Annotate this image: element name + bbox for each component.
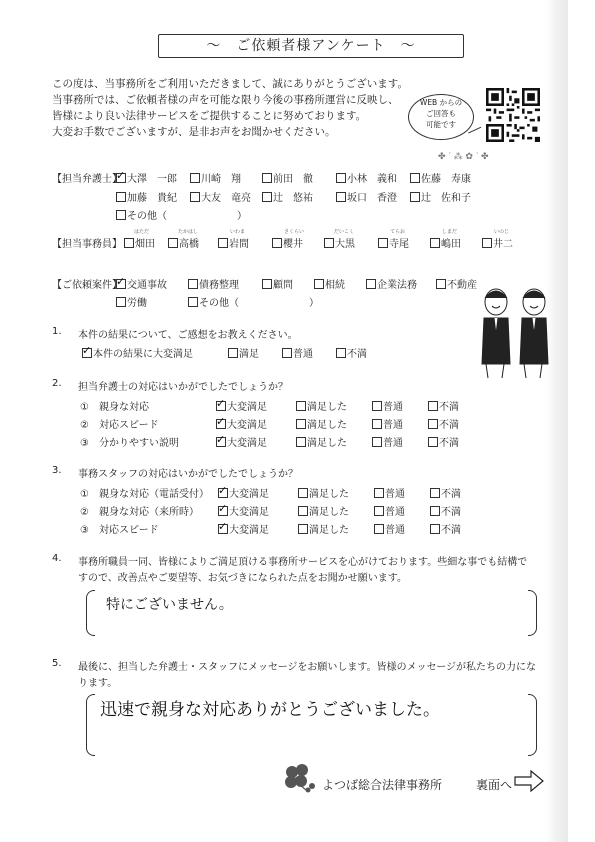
- checkbox[interactable]: [336, 348, 346, 358]
- checkbox[interactable]: [430, 488, 440, 498]
- checkbox[interactable]: [336, 173, 346, 183]
- case-option[interactable]: [262, 276, 293, 291]
- q1-option[interactable]: [282, 345, 313, 360]
- lawyer-option[interactable]: [410, 189, 471, 204]
- lawyer-name: 前田 徹: [273, 174, 313, 185]
- checkbox[interactable]: [262, 279, 272, 289]
- rating-row-label: ② 親身な対応（来所時）: [80, 507, 199, 518]
- staff-name: 畑田: [135, 239, 155, 250]
- checkbox[interactable]: [298, 488, 308, 498]
- staff-ruby: さくらい: [284, 229, 305, 235]
- question-text: すので、改善点やご要望等、お気づきになられた点をお聞かせ願います。: [78, 573, 407, 584]
- intro-line: 皆様により良い法律サービスをご提供することに努めております。: [52, 110, 367, 122]
- clover-logo-icon: [280, 760, 318, 794]
- rating-option[interactable]: [298, 503, 349, 518]
- option-label: 不満: [441, 489, 461, 500]
- checkbox[interactable]: [374, 506, 384, 516]
- option-label: 大変満足: [229, 489, 269, 500]
- option-label: 満足した: [309, 507, 349, 518]
- option-label: 普通: [383, 438, 403, 449]
- option-label: 満足した: [309, 489, 349, 500]
- checkbox[interactable]: [428, 437, 438, 447]
- rating-row-label: ③ 対応スピード: [80, 525, 159, 536]
- rating-option[interactable]: [428, 398, 459, 413]
- checkbox[interactable]: [228, 348, 238, 358]
- lawyer-name: 大友 竜亮: [201, 193, 251, 204]
- checkbox[interactable]: [116, 297, 126, 307]
- case-name: 相続: [325, 280, 345, 291]
- rating-option[interactable]: [374, 521, 405, 536]
- page-title: ～ ご依頼者様アンケート ～: [158, 34, 464, 58]
- checkbox[interactable]: [410, 192, 420, 202]
- case-name: 債務整理: [199, 280, 239, 291]
- checkbox[interactable]: [190, 192, 200, 202]
- option-label: 不満: [439, 420, 459, 431]
- staff-option[interactable]: [482, 235, 513, 250]
- rating-option[interactable]: [296, 434, 347, 449]
- bubble-line: 可能です: [426, 120, 456, 129]
- staff-name: 大黒: [335, 239, 355, 250]
- rating-row-label: ① 親身な対応: [80, 402, 149, 413]
- web-answer-bubble: [408, 94, 474, 140]
- question-number: 5.: [52, 658, 62, 669]
- staff-option[interactable]: [430, 235, 461, 250]
- staff-name: 嶋田: [441, 239, 461, 250]
- checkbox[interactable]: [188, 297, 198, 307]
- option-label: 不満: [441, 507, 461, 518]
- lawyer-name: 佐藤 寿康: [421, 174, 471, 185]
- office-name: よつば総合法律事務所: [322, 778, 443, 792]
- staff-ruby: しまだ: [442, 229, 458, 235]
- case-option[interactable]: [366, 276, 417, 291]
- staff-name: 高橋: [179, 239, 199, 250]
- checkbox[interactable]: [124, 238, 134, 248]
- q1-option[interactable]: [228, 345, 259, 360]
- lawyer-option[interactable]: [190, 170, 241, 185]
- option-label: 満足した: [307, 420, 347, 431]
- lawyer-option[interactable]: [116, 170, 177, 185]
- answer-bracket-left: [86, 590, 95, 636]
- staff-ruby: だいこく: [334, 229, 355, 235]
- checkbox[interactable]: [296, 437, 306, 447]
- option-label: 大変満足: [229, 525, 269, 536]
- lawyer-other-label: その他（ ）: [127, 211, 247, 222]
- lawyer-option[interactable]: [262, 189, 313, 204]
- question-number: 2.: [52, 378, 62, 389]
- case-section-label: 【ご依頼案件】: [52, 280, 122, 291]
- checkbox[interactable]: [116, 279, 126, 289]
- staff-ruby: はただ: [134, 229, 150, 235]
- option-label: 普通: [383, 420, 403, 431]
- checkbox[interactable]: [336, 192, 346, 202]
- checkbox[interactable]: [218, 524, 228, 534]
- option-label: 大変満足: [227, 420, 267, 431]
- lawyer-option[interactable]: [262, 170, 313, 185]
- option-label: 不満: [441, 525, 461, 536]
- rating-option[interactable]: [430, 485, 461, 500]
- staff-option[interactable]: [324, 235, 355, 250]
- checkbox[interactable]: [374, 488, 384, 498]
- checkbox[interactable]: [216, 419, 226, 429]
- rating-option[interactable]: [428, 434, 459, 449]
- checkbox[interactable]: [430, 506, 440, 516]
- rating-option[interactable]: [372, 416, 403, 431]
- rating-option[interactable]: [430, 521, 461, 536]
- lawyer-name: 川崎 翔: [201, 174, 241, 185]
- case-option[interactable]: [116, 294, 147, 309]
- lawyer-section-label: 【担当弁護士】: [52, 174, 122, 185]
- lawyer-option[interactable]: [336, 170, 397, 185]
- checkbox[interactable]: [168, 238, 178, 248]
- arrow-right-icon[interactable]: [514, 770, 544, 792]
- checkbox[interactable]: [430, 524, 440, 534]
- rating-option[interactable]: [374, 503, 405, 518]
- option-label: 普通: [385, 525, 405, 536]
- intro-line: 大変お手数でございますが、是非お声をお聞かせください。: [52, 126, 336, 138]
- case-name: 労働: [127, 298, 147, 309]
- rating-option[interactable]: [374, 485, 405, 500]
- case-name: 交通事故: [127, 280, 167, 291]
- staff-option[interactable]: [378, 235, 409, 250]
- checkbox[interactable]: [82, 348, 92, 358]
- staff-name: 井二: [493, 239, 513, 250]
- lawyer-name: 辻 悠祐: [273, 193, 313, 204]
- checkbox[interactable]: [190, 173, 200, 183]
- staff-option[interactable]: [218, 235, 249, 250]
- page-edge-shadow: [546, 0, 568, 842]
- staff-name: 寺尾: [389, 239, 409, 250]
- option-label: 満足した: [309, 525, 349, 536]
- rating-option[interactable]: [296, 416, 347, 431]
- checkbox[interactable]: [218, 506, 228, 516]
- checkbox[interactable]: [216, 437, 226, 447]
- option-label: 満足: [239, 349, 259, 360]
- q5-answer-text[interactable]: 迅速で親身な対応ありがとうございました。: [100, 700, 440, 720]
- rating-option[interactable]: [296, 398, 347, 413]
- checkbox[interactable]: [272, 238, 282, 248]
- checkbox[interactable]: [372, 437, 382, 447]
- lawyer-option[interactable]: [116, 189, 177, 204]
- lawyer-name: 辻 佐和子: [421, 193, 471, 204]
- lawyers-illustration-icon: [470, 284, 560, 380]
- checkbox[interactable]: [436, 279, 446, 289]
- rating-option[interactable]: [372, 434, 403, 449]
- checkbox[interactable]: [116, 210, 126, 220]
- answer-bracket-right: [528, 590, 537, 636]
- answer-bracket-right: [528, 694, 537, 756]
- checkbox[interactable]: [298, 524, 308, 534]
- option-label: 普通: [385, 507, 405, 518]
- rating-row-label: ② 対応スピード: [80, 420, 159, 431]
- case-name: その他（ ）: [199, 298, 319, 309]
- checkbox[interactable]: [324, 238, 334, 248]
- question-text: 事務所職員一同、皆様によりご満足頂ける事務所サービスを心がけております。些細な事でも結構で: [78, 557, 528, 568]
- option-label: 大変満足: [229, 507, 269, 518]
- question-number: 3.: [52, 465, 62, 476]
- checkbox[interactable]: [372, 419, 382, 429]
- lawyer-other-option[interactable]: [116, 207, 247, 222]
- staff-name: 岩間: [229, 239, 249, 250]
- rating-option[interactable]: [218, 521, 269, 536]
- checkbox[interactable]: [218, 238, 228, 248]
- rating-option[interactable]: [216, 434, 267, 449]
- intro-line: 当事務所では、ご依頼者様の声を可能な限り今後の事務所運営に反映し、: [52, 94, 399, 106]
- lawyer-name: 大澤 一郎: [127, 174, 177, 185]
- rating-option[interactable]: [216, 416, 267, 431]
- lawyer-option[interactable]: [410, 170, 471, 185]
- q1-option[interactable]: [336, 345, 367, 360]
- staff-option[interactable]: [168, 235, 199, 250]
- checkbox[interactable]: [314, 279, 324, 289]
- rating-row-label: ③ 分かりやすい説明: [80, 438, 179, 449]
- staff-name: 櫻井: [283, 239, 303, 250]
- rating-option[interactable]: [428, 416, 459, 431]
- q4-answer-text[interactable]: 特にございません。: [106, 597, 233, 613]
- checkbox[interactable]: [188, 279, 198, 289]
- case-option[interactable]: [188, 276, 239, 291]
- rating-option[interactable]: [430, 503, 461, 518]
- rating-option[interactable]: [218, 485, 269, 500]
- checkbox[interactable]: [378, 238, 388, 248]
- option-label: 本件の結果に大変満足: [93, 349, 193, 360]
- answer-bracket-left: [86, 694, 95, 756]
- option-label: 満足した: [307, 402, 347, 413]
- case-option[interactable]: [188, 294, 319, 309]
- staff-section-label: 【担当事務員】: [52, 239, 122, 250]
- checkbox[interactable]: [262, 192, 272, 202]
- option-label: 大変満足: [227, 438, 267, 449]
- lawyer-name: 坂口 香澄: [347, 193, 397, 204]
- next-page-label[interactable]: 裏面へ: [476, 778, 513, 792]
- staff-ruby: いわま: [230, 229, 246, 235]
- lawyer-option[interactable]: [190, 189, 251, 204]
- checkbox[interactable]: [218, 488, 228, 498]
- checkbox[interactable]: [410, 173, 420, 183]
- checkbox[interactable]: [216, 401, 226, 411]
- checkbox[interactable]: [428, 419, 438, 429]
- case-name: 顧問: [273, 280, 293, 291]
- option-label: 満足した: [307, 438, 347, 449]
- checkbox[interactable]: [296, 401, 306, 411]
- checkbox[interactable]: [372, 401, 382, 411]
- checkbox[interactable]: [298, 506, 308, 516]
- rating-row-label: ① 親身な対応（電話受付）: [80, 489, 209, 500]
- question-text: 事務スタッフの対応はいかがでしたでしょうか？: [78, 469, 298, 480]
- question-text: 最後に、担当した弁護士・スタッフにメッセージをお願いします。皆様のメッセージが私たちの力にな: [78, 662, 536, 673]
- q1-option[interactable]: [82, 345, 193, 360]
- lawyer-option[interactable]: [336, 189, 397, 204]
- checkbox[interactable]: [116, 192, 126, 202]
- checkbox[interactable]: [296, 419, 306, 429]
- checkbox[interactable]: [430, 238, 440, 248]
- option-label: 普通: [385, 489, 405, 500]
- checkbox[interactable]: [262, 173, 272, 183]
- clover-deco-icon: ✤ ᐝ ⁂ ✿ ᐝ ✤: [438, 152, 489, 162]
- rating-option[interactable]: [218, 503, 269, 518]
- lawyer-name: 小林 義和: [347, 174, 397, 185]
- checkbox[interactable]: [282, 348, 292, 358]
- question-number: 4.: [52, 553, 62, 564]
- bubble-line: WEB からの: [419, 98, 463, 107]
- option-label: 不満: [439, 402, 459, 413]
- lawyer-name: 加藤 貴紀: [127, 193, 177, 204]
- staff-option[interactable]: [272, 235, 303, 250]
- checkbox[interactable]: [374, 524, 384, 534]
- option-label: 不満: [347, 349, 367, 360]
- option-label: 普通: [383, 402, 403, 413]
- staff-ruby: いのじ: [494, 229, 510, 235]
- case-option[interactable]: [116, 276, 167, 291]
- rating-option[interactable]: [298, 485, 349, 500]
- case-name: 企業法務: [377, 280, 417, 291]
- question-text: 本件の結果について、ご感想をお教えください。: [78, 330, 298, 341]
- intro-line: この度は、当事務所をご利用いただきまして、誠にありがとうございます。: [52, 78, 408, 90]
- staff-ruby: たかはし: [178, 229, 199, 235]
- option-label: 不満: [439, 438, 459, 449]
- rating-option[interactable]: [298, 521, 349, 536]
- option-label: 普通: [293, 349, 313, 360]
- bubble-line: ご回答も: [426, 109, 456, 118]
- checkbox[interactable]: [116, 173, 126, 183]
- option-label: 大変満足: [227, 402, 267, 413]
- question-text: ります。: [78, 678, 118, 689]
- checkbox[interactable]: [428, 401, 438, 411]
- checkbox[interactable]: [366, 279, 376, 289]
- checkbox[interactable]: [482, 238, 492, 248]
- rating-option[interactable]: [216, 398, 267, 413]
- question-text: 担当弁護士の対応はいかがでしたでしょうか？: [78, 382, 288, 393]
- qr-code-icon[interactable]: [486, 88, 540, 142]
- case-name: 不動産: [447, 280, 477, 291]
- rating-option[interactable]: [372, 398, 403, 413]
- case-option[interactable]: [314, 276, 345, 291]
- question-number: 1.: [52, 326, 62, 337]
- staff-option[interactable]: [124, 235, 155, 250]
- staff-ruby: てらお: [390, 229, 406, 235]
